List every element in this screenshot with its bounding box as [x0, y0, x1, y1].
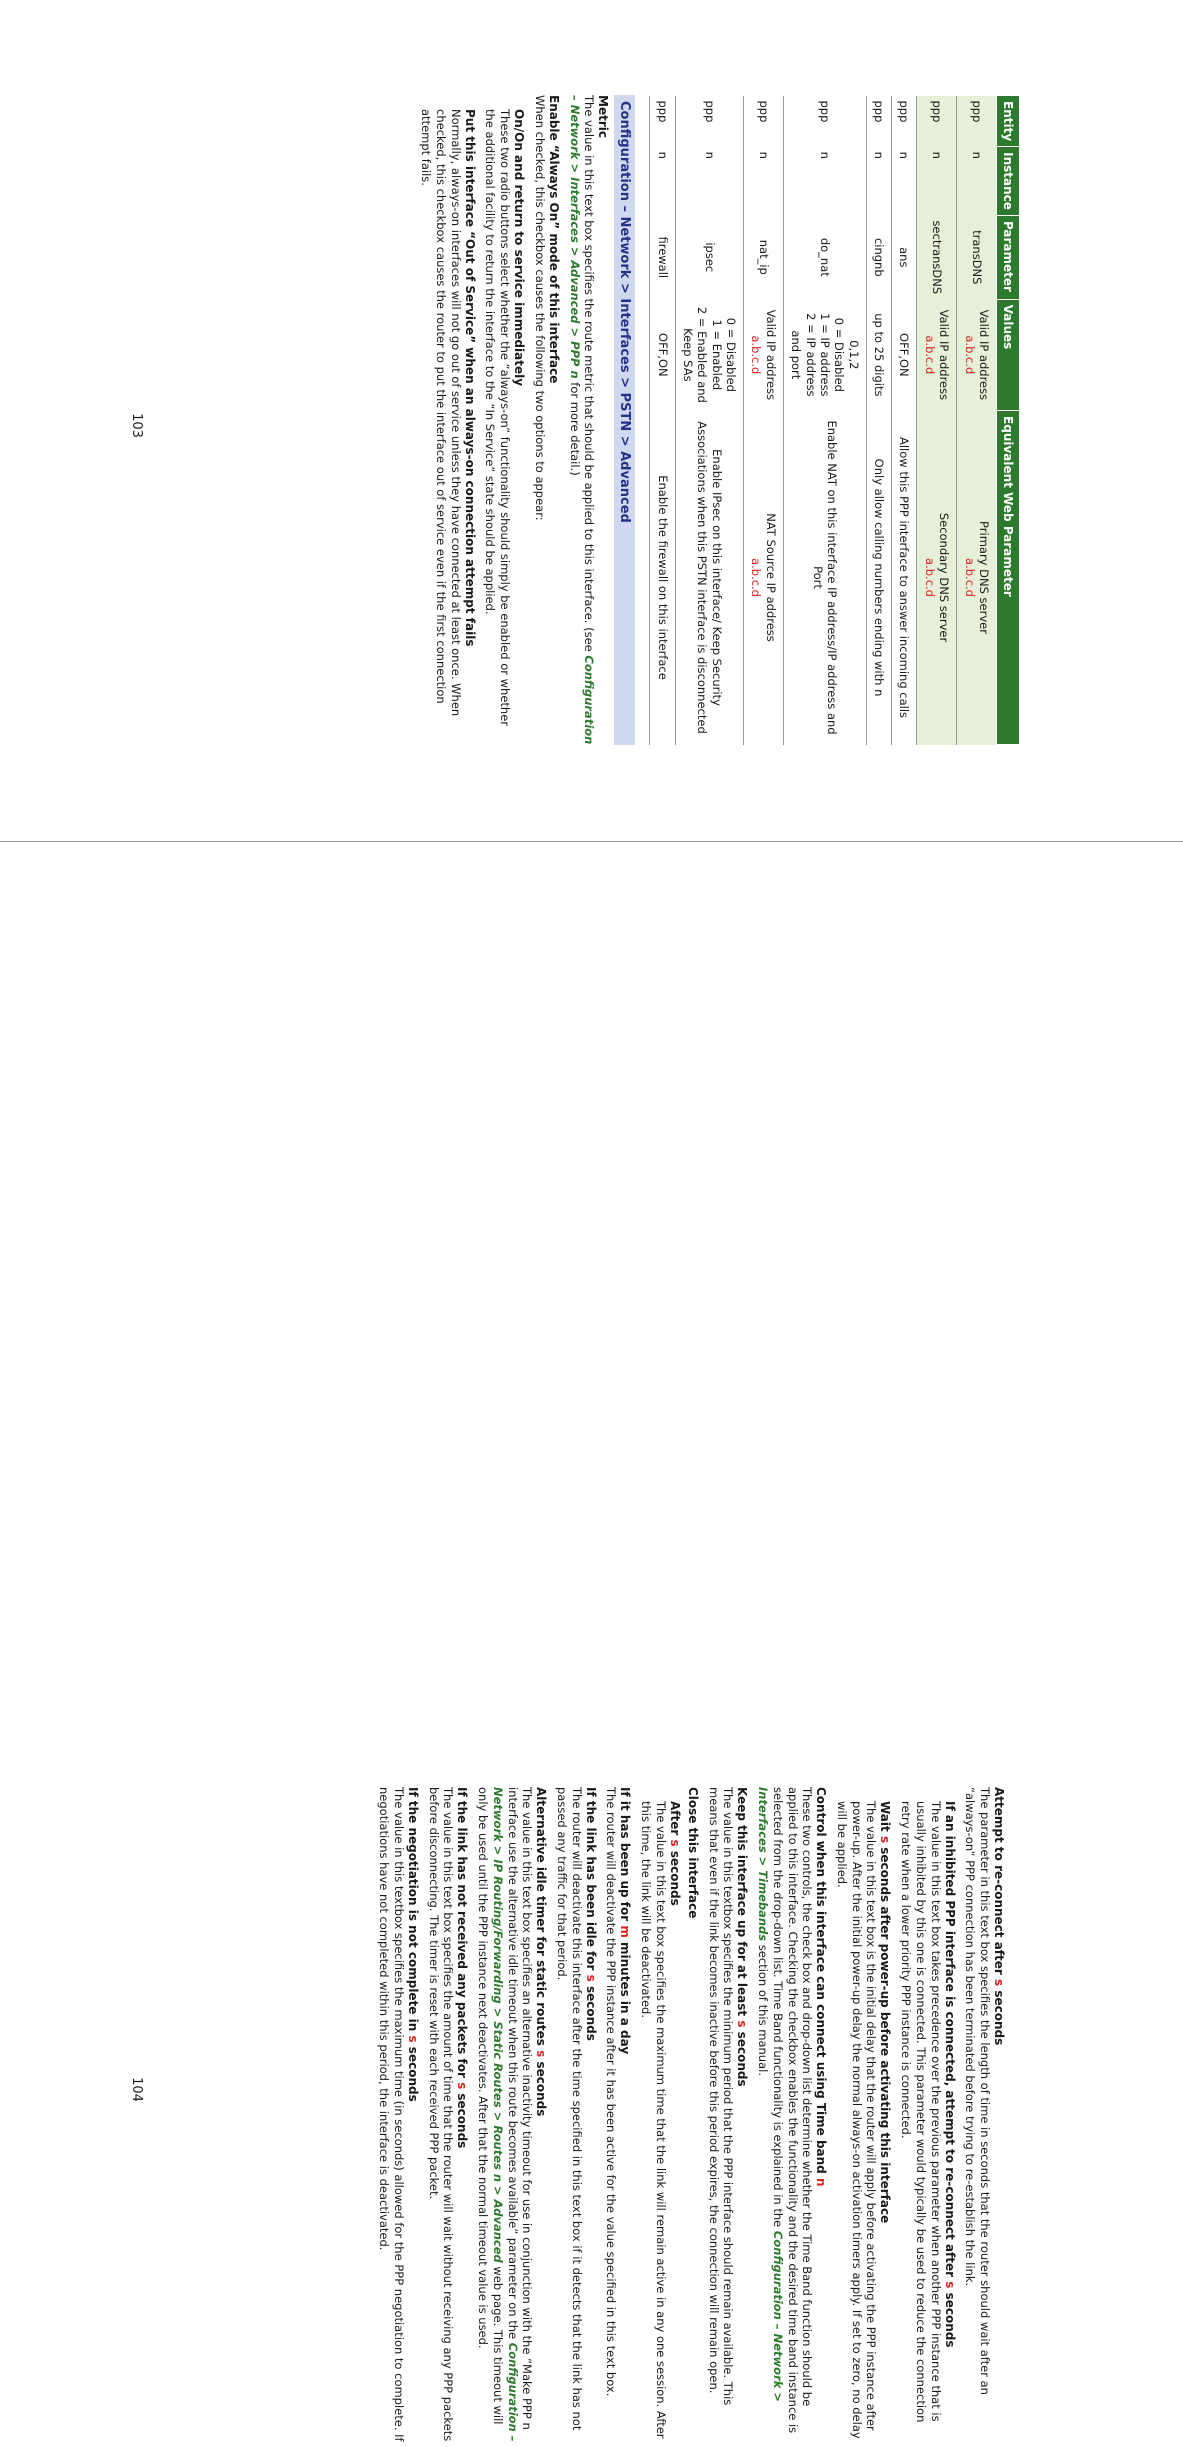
negotiation-heading: If the negotiation is not complete in s seconds — [406, 1787, 421, 2102]
wait-heading: Wait s seconds after power-up before activating this interface — [878, 1801, 893, 2224]
page-number: 103 — [128, 413, 144, 438]
cell-instance: n — [917, 147, 957, 216]
upfor-heading: If it has been up for m minutes in a day — [618, 1787, 633, 2055]
cell-web-parameter: Secondary DNS server a.b.c.d — [917, 411, 957, 745]
inhibited-text: The value in this text box takes precedence over the previous parameter when another PPP instance that is usually inhibited by this one is connected. This parameter would typically be used to reduce the connection retry rate when a lower priority PPP instance is connected. — [899, 1801, 943, 2423]
cell-instance: n — [866, 147, 891, 216]
reconnect-text: The parameter in this text box specifies the length of time in seconds that the router should wait after an “always-on” PPP connection has been terminated before trying to re-establish the link. — [963, 1787, 992, 2395]
close-heading: Close this interface — [685, 1787, 700, 1919]
cell-entity: ppp — [650, 96, 675, 147]
negotiation-text: The value in this textbox specifies the maximum time (in seconds) allowed for the PPP negotiation to complete. If negotiations have not completed within this period, the interface is deactivated. — [377, 1787, 407, 2442]
cell-parameter: cingnb — [866, 215, 891, 299]
static-routes-link: Configuration – Network > IP Routing/Forwarding > Static Routes > Routes n > Advanced — [490, 1787, 520, 2442]
cell-web-parameter: Primary DNS server a.b.c.d — [957, 411, 997, 745]
metric-text-part: for more detail.) — [567, 378, 582, 476]
cell-values: Valid IP address a.b.c.d — [744, 299, 784, 410]
inhibited-heading: If an inhibited PPP interface is connected, attempt to re-connect after s seconds — [942, 1801, 957, 2348]
cell-entity: ppp — [675, 96, 744, 147]
cell-values: 0 = Disabled 1 = Enabled 2 = Enabled and Keep SAs — [675, 299, 744, 410]
always-on-text: When checked, this checkbox causes the following two options to appear: — [532, 95, 547, 521]
reconnect-heading: Attempt to re-connect after s seconds — [992, 1787, 1006, 2046]
keep-heading: Keep this interface up for at least s seconds — [735, 1787, 750, 2087]
cell-instance: n — [783, 147, 866, 216]
alt-idle-text: The value in this text box specifies an alternative inactivity timeout for use in conjunction with the “Make PPP n interface use the alternative idle timeout when this route becomes available” parameter on the Configuration – Network > IP Routing/Forwarding > Static Routes > Routes n > Advanced web page. This timeout will only be used until the PPP instance next deactivates. After that the normal timeout value is used. — [476, 1787, 535, 2442]
page-number: 104 — [128, 2077, 144, 2102]
idle-heading: If the link has been idle for s seconds — [583, 1787, 598, 2041]
cell-parameter: firewall — [650, 215, 675, 299]
cell-instance: n — [650, 147, 675, 216]
alt-idle-heading: Alternative idle timer for static routes s seconds — [534, 1787, 549, 2117]
cell-parameter: do_nat — [783, 215, 866, 299]
table-row — [892, 96, 917, 745]
cell-web-parameter: NAT Source IP address a.b.c.d — [744, 411, 784, 745]
cell-web-parameter: Enable NAT on this interface IP address/IP address and Port — [783, 411, 866, 745]
header-parameter: Parameter — [997, 215, 1020, 299]
upfor-text: The router will deactivate the PPP instance after it has been active for the value specified in this text box. — [604, 1787, 619, 2397]
table-body — [650, 96, 997, 745]
header-values: Values — [997, 299, 1020, 410]
header-instance: Instance — [997, 147, 1020, 216]
after-text: The value in this text box specifies the maximum time that the link will remain active in any one session. After this time, the link will be deactivated. — [639, 1801, 668, 2439]
cell-entity: ppp — [744, 96, 784, 147]
metric-text — [567, 95, 596, 745]
section-title: Configuration – Network > Interfaces > PSTN > Advanced — [614, 95, 635, 745]
table-row — [744, 96, 784, 745]
cell-entity: ppp — [783, 96, 866, 147]
cell-entity: ppp — [957, 96, 997, 147]
cell-parameter: sectransDNS — [917, 215, 957, 299]
page-103 — [0, 0, 1183, 841]
metric-heading: Metric — [596, 95, 611, 138]
table-row — [783, 96, 866, 745]
oos-heading: Put this interface “Out of Service” when an always-on connection attempt fails — [462, 109, 477, 647]
oos-text: Normally, always-on interfaces will not go out of service unless they have connected at least once. When checked, this checkbox causes the router to put the interface out of service even if the first connection attempt fails. — [419, 109, 463, 717]
table-row — [866, 96, 891, 745]
cell-web-parameter: Enable IPsec on this interface/ Keep Security Associations when this PSTN interface is disconnected — [675, 411, 744, 745]
page-103-content — [260, 95, 1020, 745]
timebands-link: Configuration – Network > Interfaces > Timebands — [756, 1787, 785, 2403]
cell-parameter: nat_ip — [744, 215, 784, 299]
table-row — [957, 96, 997, 745]
page-104 — [0, 841, 1183, 2442]
after-heading: After s seconds — [667, 1801, 682, 1906]
wait-text: The value in this text box is the initial delay that the router will apply before activating the PPP instance after power-up. After the initial power-up delay the normal always-on activation timers apply. If set to zero, no delay will be applied. — [834, 1801, 879, 2439]
parameter-table — [649, 95, 1020, 745]
cell-instance: n — [675, 147, 744, 216]
norx-text: The value in this text box specifies the amount of time that the router will wait without receiving any PPP packets before disconnecting. The timer is reset with each received PPP packet. — [426, 1787, 456, 2442]
control-heading: Control when this interface can connect using Time band n — [814, 1787, 829, 2187]
cell-parameter: ipsec — [675, 215, 744, 299]
table-row — [675, 96, 744, 745]
always-on-heading: Enable “Always On” mode of this interface — [546, 95, 561, 384]
onon-text: These two radio buttons select whether the “always-on” functionality should simply be enabled or whether the additional facility to return the interface to the “In Service” state should be applied. — [483, 109, 513, 726]
cell-values: 0,1,2 0 = Disabled 1 = IP address 2 = IP address and port — [783, 299, 866, 410]
cell-entity: ppp — [917, 96, 957, 147]
cell-web-parameter: Only allow calling numbers ending with n — [866, 411, 891, 745]
table-row — [650, 96, 675, 745]
cell-values: Valid IP address a.b.c.d — [917, 299, 957, 410]
cell-instance: n — [892, 147, 917, 216]
cell-values: OFF,ON — [650, 299, 675, 410]
keep-text: The value in this textbox specifies the minimum period that the PPP interface should remain available. This means that even if the link becomes inactive before this period expires, the connection will remain open. — [706, 1787, 736, 2406]
page-104-content — [150, 1787, 1010, 2447]
table-header-row — [997, 96, 1020, 745]
cell-values: OFF,ON — [892, 299, 917, 410]
cell-entity: ppp — [866, 96, 891, 147]
cell-parameter: ans — [892, 215, 917, 299]
cell-values: up to 25 digits — [866, 299, 891, 410]
idle-text: The router will deactivate this interface after the time specified in this text box if it detects that the link has not passed any traffic for that period. — [555, 1787, 584, 2431]
cell-instance: n — [744, 147, 784, 216]
cell-instance: n — [957, 147, 997, 216]
table-row — [917, 96, 957, 745]
norx-heading: If the link has not received any packets for s seconds — [455, 1787, 470, 2149]
header-web-parameter: Equivalent Web Parameter — [997, 411, 1020, 745]
metric-link: Configuration – Network > Interfaces > Advanced > PPP n — [567, 95, 597, 745]
control-text: These two controls, the check box and drop-down list determine whether the Time Band function should be applied to this interface. Checking the checkbox enables the functionality and the desired time band instance is selected from the drop-down list. Time Band functionality is explained in the Configuration – Network > Interfaces > Timebands section of this manual. — [756, 1787, 815, 2434]
cell-web-parameter: Enable the firewall on this interface — [650, 411, 675, 745]
cell-parameter: transDNS — [957, 215, 997, 299]
cell-entity: ppp — [892, 96, 917, 147]
onon-heading: On/On and return to service immediately — [512, 109, 527, 387]
header-entity: Entity — [997, 96, 1020, 147]
metric-text-part: The value in this text box specifies the route metric that should be applied to this interface. (see — [582, 95, 597, 656]
cell-values: Valid IP address a.b.c.d — [957, 299, 997, 410]
cell-web-parameter: Allow this PPP interface to answer incoming calls — [892, 411, 917, 745]
